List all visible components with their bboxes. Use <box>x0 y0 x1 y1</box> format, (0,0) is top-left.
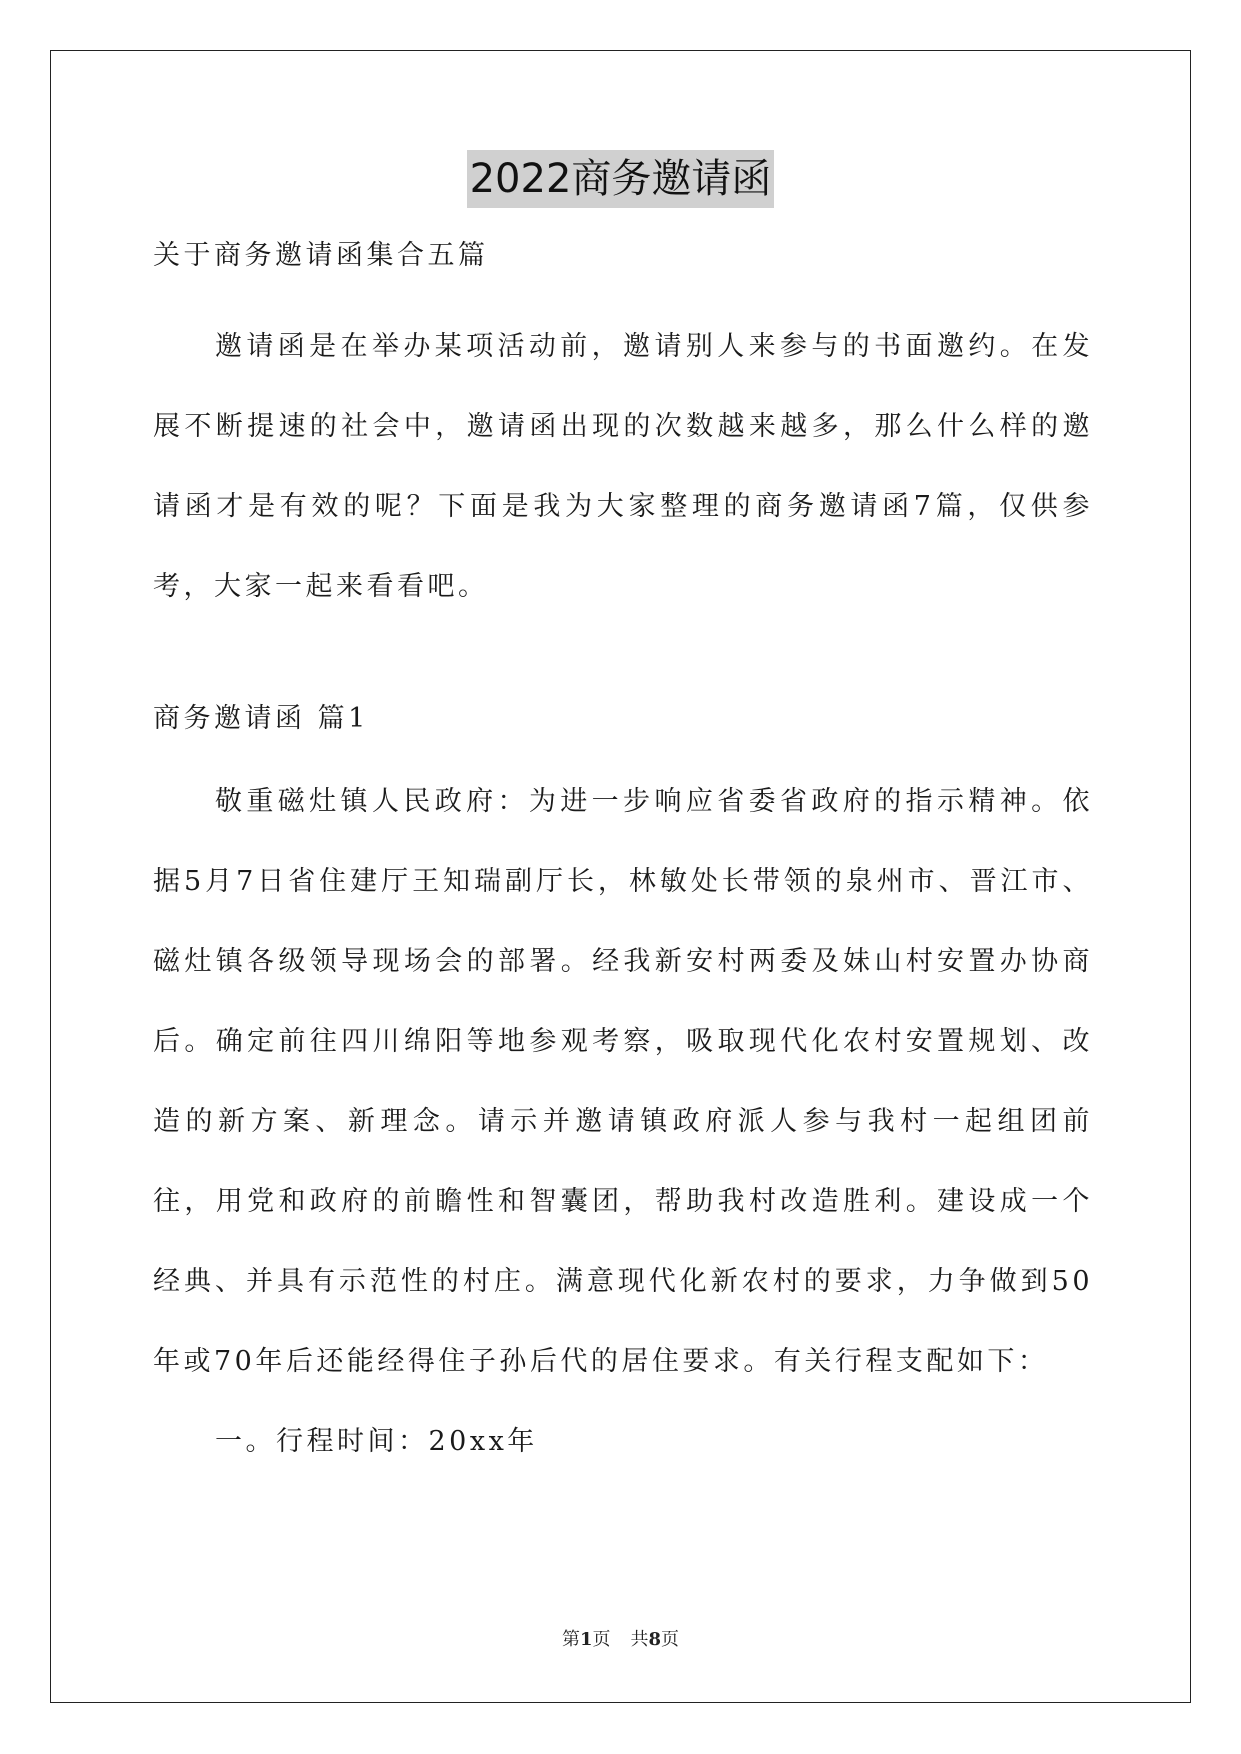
total-suffix: 页 <box>661 1629 680 1650</box>
page-suffix: 页 <box>592 1629 611 1650</box>
page-prefix: 第 <box>561 1629 580 1650</box>
section-paragraph: 敬重磁灶镇人民政府：为进一步响应省委省政府的指示精神。依据5月7日省住建厅王知瑞副厅长，林敏处长带领的泉州市、晋江市、磁灶镇各级领导现场会的部署。经我新安村两委及妹山村安置办协商后。确定前往四川绵阳等地参观考察，吸取现代化农村安置规划、改造的新方案、新理念。请示并邀请镇政府派人参与我村一起组团前往，用党和政府的前瞻性和智囊团，帮助我村改造胜利。建设成一个经典、并具有示范性的村庄。满意现代化新农村的要求，力争做到50年或70年后还能经得住子孙后代的居住要求。有关行程支配如下： <box>153 786 1093 1377</box>
total-prefix: 共 <box>630 1629 649 1650</box>
page-footer <box>0 1625 1241 1651</box>
total-pages-number: 8 <box>648 1629 662 1650</box>
document-body <box>153 236 1093 1482</box>
intro-paragraph: 邀请函是在举办某项活动前，邀请别人来参与的书面邀约。在发展不断提速的社会中，邀请函出现的次数越来越多，那么什么样的邀请函才是有效的呢？下面是我为大家整理的商务邀请函7篇，仅供参考，大家一起来看看吧。 <box>153 331 1093 602</box>
itinerary-item: 一。行程时间：20xx年 <box>215 1426 538 1457</box>
document-subtitle: 关于商务邀请函集合五篇 <box>153 240 489 271</box>
current-page-number: 1 <box>579 1629 593 1650</box>
section-heading: 商务邀请函 篇1 <box>153 703 369 734</box>
document-title-text: 2022商务邀请函 <box>467 150 775 208</box>
document-title <box>0 150 1241 208</box>
